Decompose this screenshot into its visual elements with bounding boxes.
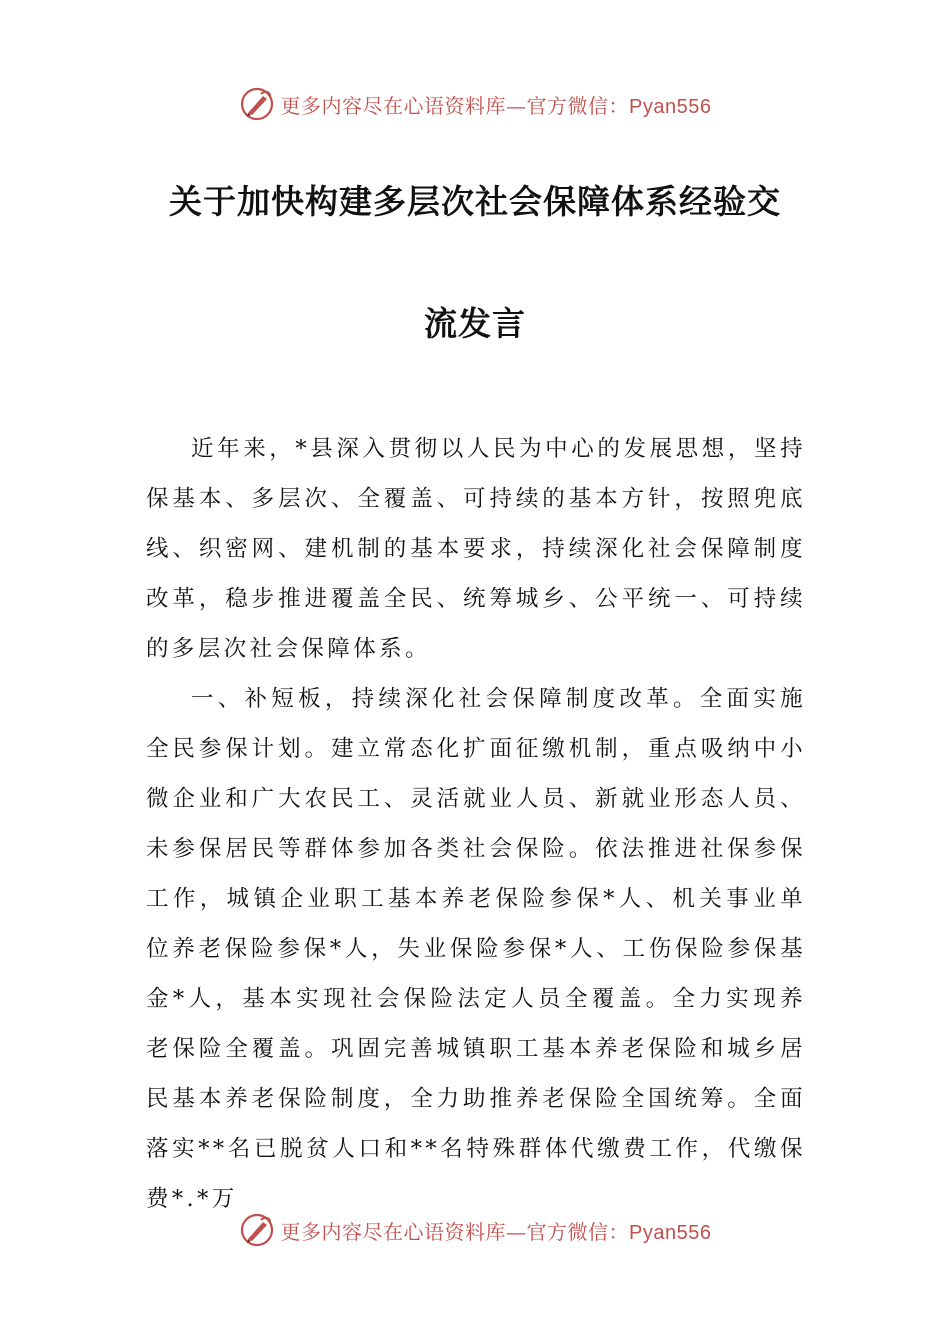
watermark-text (281, 1216, 712, 1245)
watermark-contact-label: 官方微信： (526, 1219, 630, 1244)
watermark-handle: Pyan556 (629, 1221, 712, 1244)
pen-logo-icon (239, 86, 275, 122)
document-title-line1: 关于加快构建多层次社会保障体系经验交 (169, 182, 781, 221)
watermark-handle: Pyan556 (629, 95, 712, 118)
watermark-banner-bottom (0, 1210, 950, 1250)
watermark-main: 更多内容尽在心语资料库 (280, 93, 507, 118)
paragraph: 近年来，*县深入贯彻以人民为中心的发展思想，坚持保基本、多层次、全覆盖、可持续的基本方针，按照兜底线、织密网、建机制的基本要求，持续深化社会保障制度改革，稳步推进覆盖全民、统筹城乡、公平统一、可持续的多层次社会保障体系。 (146, 436, 806, 662)
paragraph: 一、补短板，持续深化社会保障制度改革。全面实施全民参保计划。建立常态化扩面征缴机制，重点吸纳中小微企业和广大农民工、灵活就业人员、新就业形态人员、未参保居民等群体参加各类社会保险。依法推进社保参保工作，城镇企业职工基本养老保险参保*人、机关事业单位养老保险参保*人，失业保险参保*人、工伤保险参保基金*人，基本实现社会保险法定人员全覆盖。全力实现养老保险全覆盖。巩固完善城镇职工基本养老保险和城乡居民基本养老保险制度，全力助推养老保险全国统筹。全面落实**名已脱贫人口和**名特殊群体代缴费工作，代缴保费*.*万 (146, 686, 806, 1212)
watermark-separator: — (506, 1219, 527, 1244)
watermark-text (281, 90, 712, 119)
document-body (146, 424, 806, 1224)
document-title-line2: 流发言 (424, 304, 526, 343)
watermark-separator: — (506, 93, 527, 118)
watermark-banner-top (0, 84, 950, 124)
pen-logo-icon (239, 1212, 275, 1248)
watermark-contact-label: 官方微信： (526, 93, 630, 118)
watermark-main: 更多内容尽在心语资料库 (280, 1219, 507, 1244)
